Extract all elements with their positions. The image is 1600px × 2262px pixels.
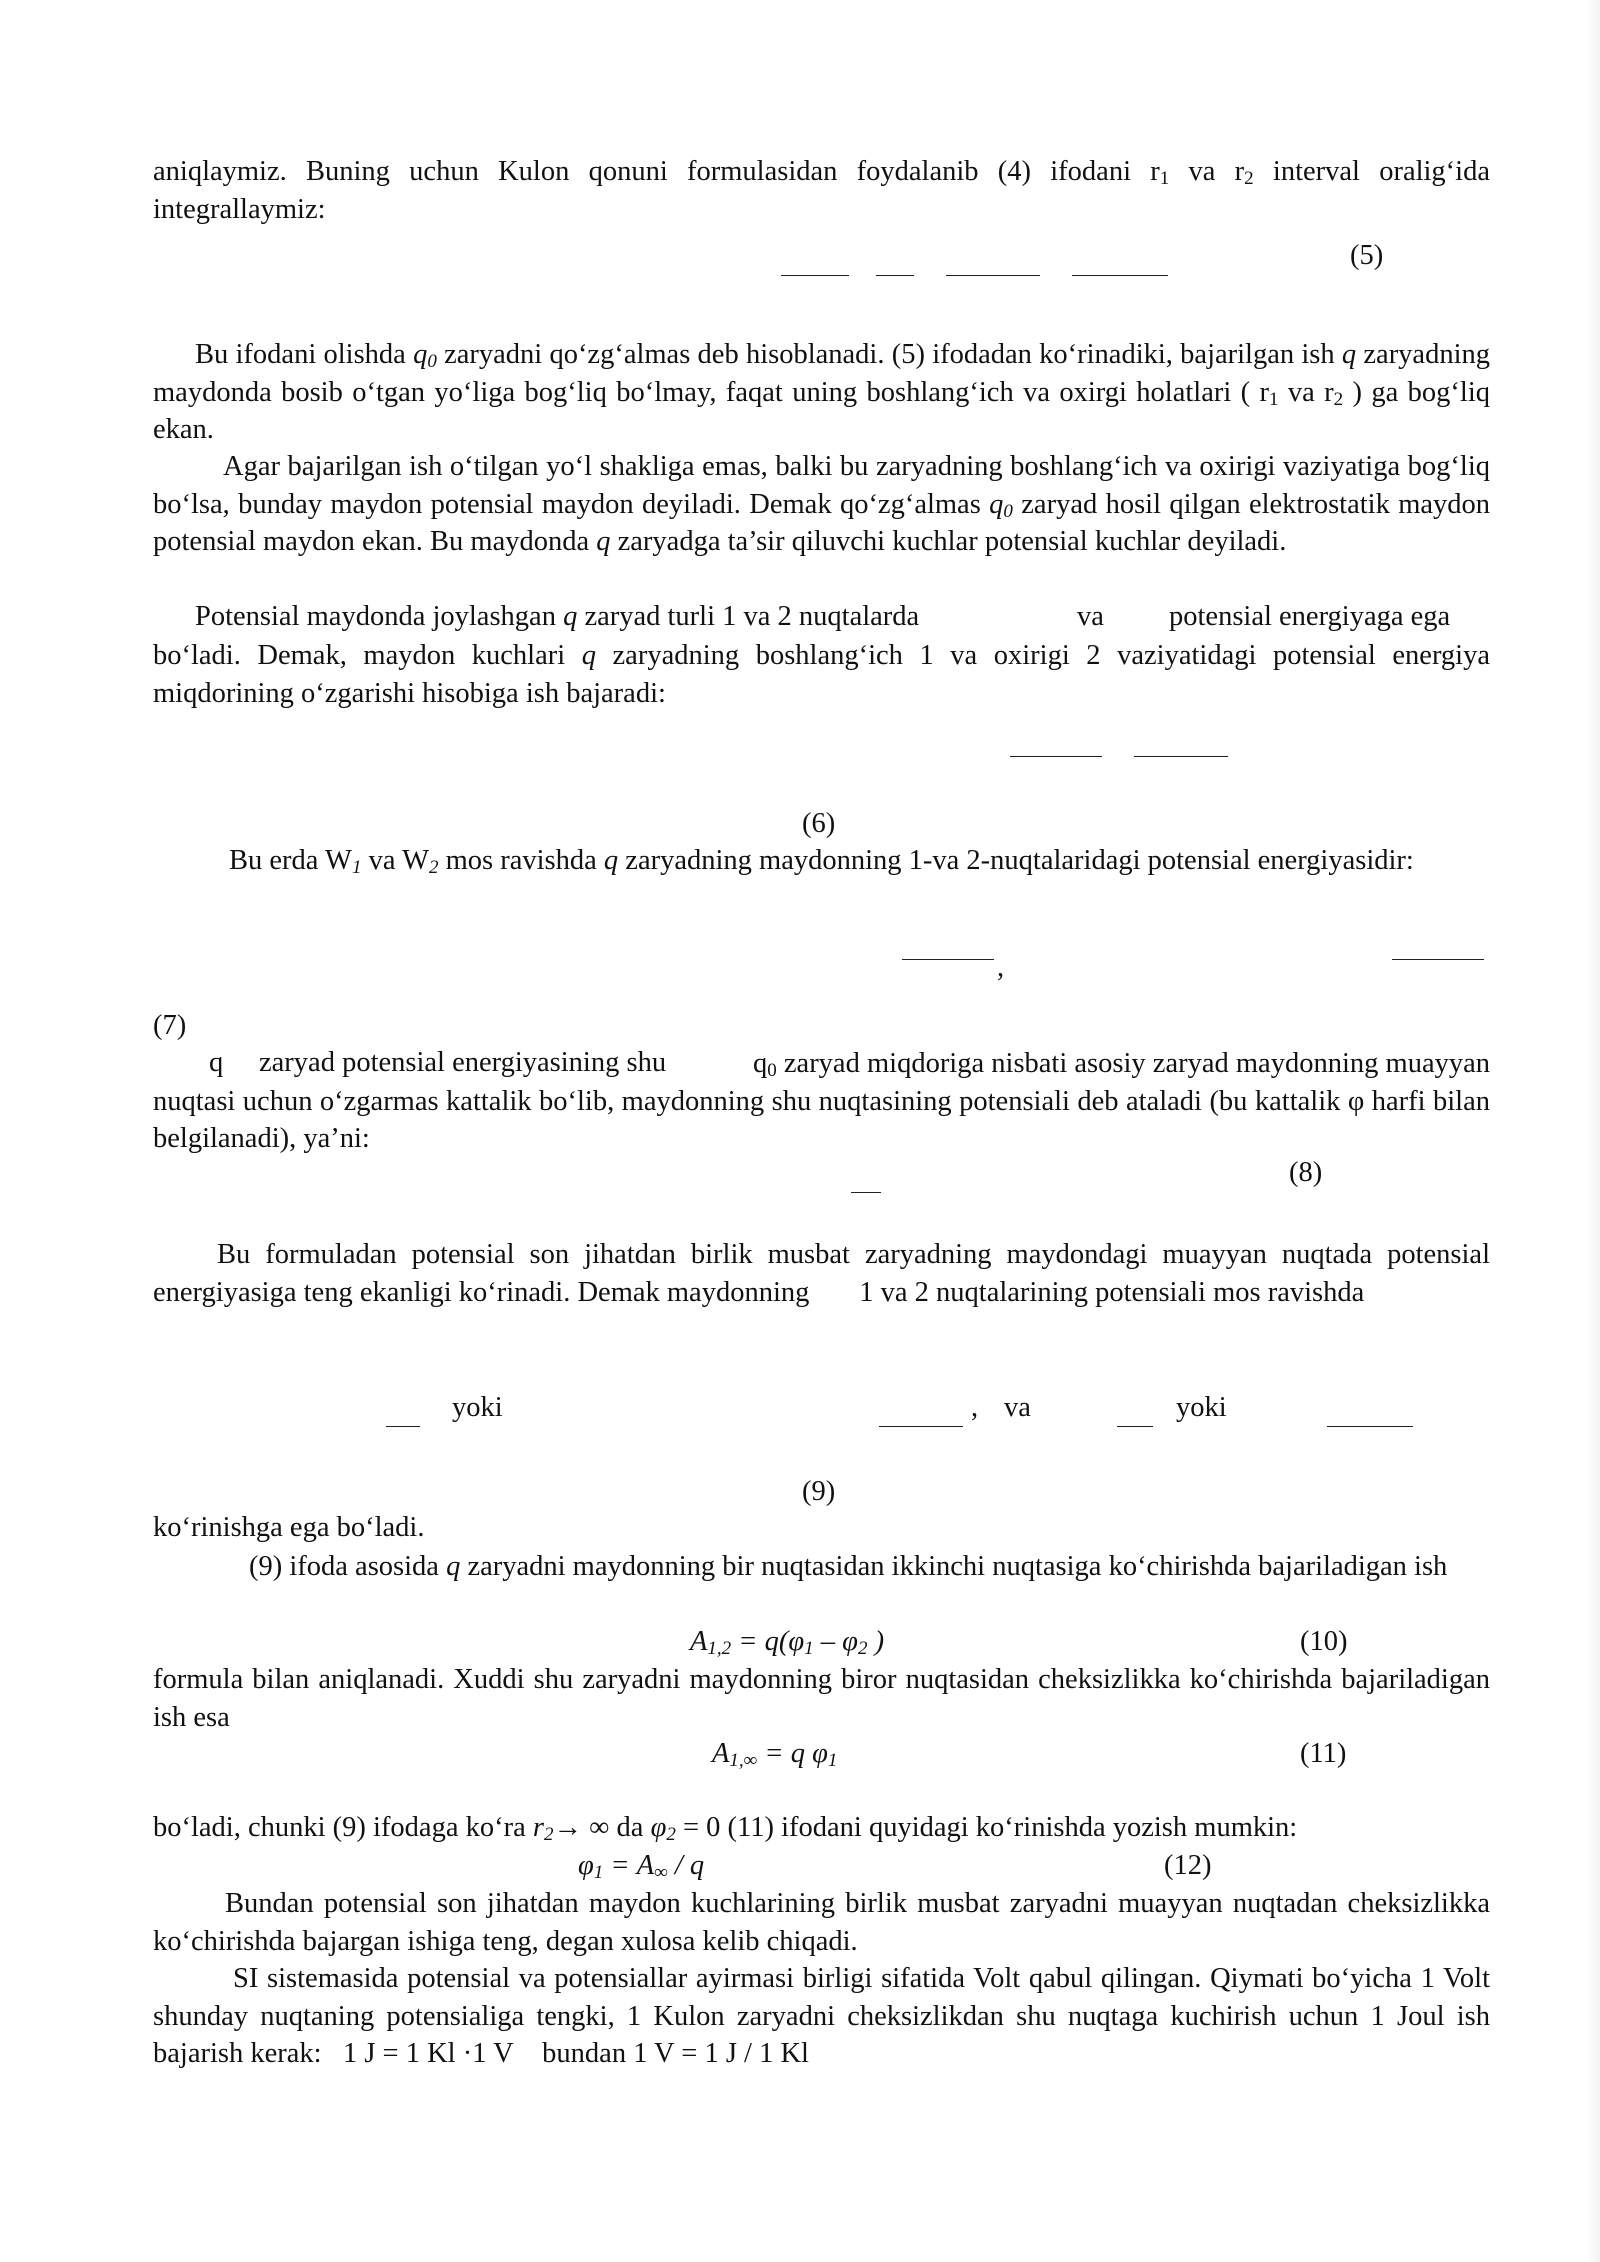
paragraph-potential-def-line1-start: q xyxy=(209,1047,224,1078)
equation-number-5: (5) xyxy=(1350,240,1384,271)
formula-blank xyxy=(946,275,1040,276)
paragraph-potential-def-line1-mid: zaryad potensial energiyasining shu xyxy=(259,1047,667,1078)
paragraph-work-independence: Bu ifodani olishda $q_0$ zaryadni qo‘zg‘almas deb hisoblanadi. (5) ifodadan ko‘rinadiki, bajarilgan ish q zaryadning maydonda bosib o‘tgan yo‘liga bog‘liq bo‘lmay, faqat uning boshlang‘ich va oxirgi holatlari ( $r_1$ va $r_2$ ) ga bog‘liq ekan. xyxy=(153,339,1491,445)
paragraph-formula-meaning: Bu formuladan potensial son jihatdan birlik musbat zaryadning maydondagi muayyan nuqtada potensial energiyasiga teng ekanligi ko‘rinadi. Demak maydonning 1 va 2 nuqtalarining potensiali mos ravishda xyxy=(153,1239,1490,1308)
equation-number-9: (9) xyxy=(802,1476,836,1507)
formula-blank xyxy=(1072,275,1168,276)
equation-12: $\varphi_1 = A_\infty / q$ xyxy=(578,1850,705,1883)
paragraph-si-units: SI sistemasida potensial va potensiallar ayirmasi birligi sifatida Volt qabul qilingan. Qiymati bo‘yicha 1 Volt shunday nuqtaning potensialiga tengki, 1 Kulon zaryadni cheksizlikdan shu nuqtaga kuchirish uchun 1 Joul ish bajarish kerak: 1 J = 1 Kl ·1 V bundan 1 V = 1 J / 1 Kl xyxy=(153,1963,1490,2069)
equation-number-7: (7) xyxy=(153,1010,187,1041)
equation-10: $A_{1,2} = q(\varphi_1 - \varphi_2$ ) xyxy=(690,1626,885,1659)
formula-blank xyxy=(1327,1426,1413,1427)
paragraph-conclusion: Bundan potensial son jihatdan maydon kuchlarining birlik musbat zaryadni muayyan nuqtadan cheksizlikka ko‘chirishda bajargan ishiga teng, degan xulosa kelib chiqadi. xyxy=(153,1888,1490,1957)
paragraph-infinity-work: formula bilan aniqlanadi. Xuddi shu zaryadni maydonning biror nuqtasidan cheksizlikka ko‘chirishda bajariladigan ish esa xyxy=(153,1664,1490,1733)
formula-blank xyxy=(781,275,849,276)
paragraph-transfer-work: (9) ifoda asosida q zaryadni maydonning bir nuqtasidan ikkinchi nuqtasiga ko‘chirishda bajariladigan ish xyxy=(249,1551,1448,1582)
paragraph-w1-w2: Bu erda $W_1$ va $W_2$ mos ravishda q zaryadning maydonning 1-va 2-nuqtalaridagi potensial energiyasidir: xyxy=(229,845,1414,878)
page-edge-shadow xyxy=(1586,0,1600,2262)
formula-blank xyxy=(1134,756,1228,757)
formula-blank xyxy=(386,1426,420,1427)
paragraph-potential-field: Agar bajarilgan ish o‘tilgan yo‘l shakliga emas, balki bu zaryadning boshlang‘ich va oxirigi vaziyatiga bog‘liq bo‘lsa, bunday maydon potensial maydon deyiladi. Demak qo‘zg‘almas $q_0$ zaryad hosil qilgan elektrostatik maydon potensial maydon ekan. Bu maydonda q zaryadga ta’sir qiluvchi kuchlar potensial kuchlar deyiladi. xyxy=(153,451,1491,557)
paragraph-intro: aniqlaymiz. Buning uchun Kulon qonuni formulasidan foydalanib (4) ifodani $r_1$ va $r_2$ interval oralig‘ida integrallaymiz: xyxy=(153,156,1490,225)
equation-number-10: (10) xyxy=(1300,1626,1348,1657)
formula-blank xyxy=(1010,756,1102,757)
formula-blank xyxy=(876,275,914,276)
text-va: va xyxy=(1004,1392,1031,1423)
equation-11: $A_{1,\infty} = q$ $\varphi_1$ xyxy=(712,1738,838,1771)
text-va: va xyxy=(1077,601,1104,632)
text-potential-energy: potensial energiyaga ega xyxy=(1169,601,1451,632)
equation-number-11: (11) xyxy=(1300,1738,1347,1769)
formula-blank xyxy=(879,1426,963,1427)
equation-number-6: (6) xyxy=(802,808,836,839)
paragraph-potential-energy-rest: bo‘ladi. Demak, maydon kuchlari q zaryadning boshlang‘ich 1 va oxirigi 2 vaziyatidagi potensial energiya miqdorining o‘zgarishi hisobiga ish bajaradi: xyxy=(153,640,1490,709)
paragraph-potential-energy-line1: Potensial maydonda joylashgan q zaryad turli 1 va 2 nuqtalarda xyxy=(195,601,920,632)
equation-number-8: (8) xyxy=(1289,1157,1323,1188)
formula-comma: , xyxy=(971,1392,979,1423)
formula-blank xyxy=(1117,1426,1153,1427)
text-yoki: yoki xyxy=(1176,1392,1227,1423)
formula-comma: , xyxy=(997,952,1005,983)
paragraph-form-result: ko‘rinishga ega bo‘ladi. xyxy=(153,1512,425,1543)
formula-blank xyxy=(902,959,994,960)
paragraph-potential-def: $q_0$ zaryad miqdoriga nisbati asosiy zaryad maydonning muayyan nuqtasi uchun o‘zgarmas kattalik bo‘lib, maydonning shu nuqtasining potensiali deb ataladi (bu kattalik φ harfi bilan belgilanadi), ya’ni: xyxy=(153,1048,1490,1154)
formula-blank xyxy=(1392,959,1484,960)
equation-number-12: (12) xyxy=(1164,1850,1212,1881)
paragraph-because: bo‘ladi, chunki (9) ifodaga ko‘ra $r_2\to$ ∞ da $\varphi_2 = 0$ (11) ifodani quyidagi ko‘rinishda yozish mumkin: xyxy=(153,1812,1298,1845)
text-yoki: yoki xyxy=(452,1392,503,1423)
formula-blank xyxy=(851,1192,881,1193)
